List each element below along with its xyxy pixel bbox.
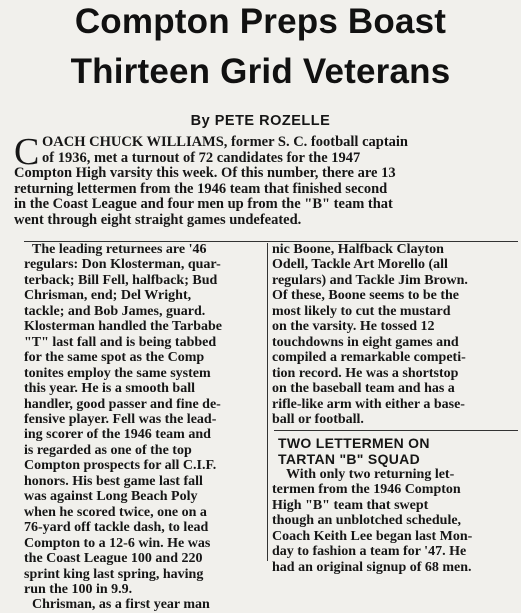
body-line: Odell, Tackle Art Morello (all — [272, 257, 448, 273]
body-line: was against Long Beach Poly — [24, 489, 198, 505]
body-line: Chrisman, as a first year man — [32, 597, 210, 613]
body-line: though an unblotched schedule, — [272, 513, 462, 529]
drop-cap: C — [14, 131, 40, 173]
body-line: Compton to a 12-6 win. He was — [24, 535, 211, 551]
body-line: High "B" team that swept — [272, 497, 429, 513]
body-line: is regarded as one of the top — [24, 442, 192, 458]
body-line: for the same spot as the Comp — [24, 350, 205, 366]
body-line: The leading returnees are '46 — [32, 242, 207, 257]
body-line: honors. His best game last fall — [24, 473, 203, 489]
subhead-line-2: TARTAN "B" SQUAD — [278, 451, 420, 467]
lede-line: OACH CHUCK WILLIAMS, former S. C. football captain — [42, 135, 408, 150]
left-column — [24, 242, 268, 613]
body-line: termen from the 1946 Compton — [272, 482, 461, 498]
body-line: ing scorer of the 1946 team and — [24, 427, 211, 443]
body-line: Of these, Boone seems to be the — [272, 288, 460, 304]
body-line: ball or football. — [272, 411, 364, 427]
body-line: nic Boone, Halfback Clayton — [272, 242, 444, 257]
lede-line: in the Coast League and four men up from the "B" team that — [14, 197, 393, 213]
body-line: regulars) and Tackle Jim Brown. — [272, 272, 468, 288]
body-line: Chrisman, end; Del Wright, — [24, 288, 192, 304]
body-line: regulars: Don Klosterman, quar- — [24, 257, 221, 273]
body-line: this year. He is a smooth ball — [24, 381, 195, 397]
headline-line-1: Compton Preps Boast — [74, 2, 447, 41]
body-line: compiled a remarkable competi- — [272, 350, 466, 366]
lede-line: of 1936, met a turnout of 72 candidates for the 1947 — [42, 150, 361, 166]
body-line: had an original signup of 68 men. — [272, 559, 472, 575]
body-line: With only two returning let- — [286, 467, 455, 482]
body-line: Compton prospects for all C.I.F. — [24, 458, 217, 474]
subhead — [278, 435, 518, 467]
body-line: on the baseball team and has a — [272, 381, 455, 397]
body-line: most likely to cut the mustard — [272, 303, 451, 319]
body-line: when he scored twice, one on a — [24, 504, 207, 520]
right-column-bottom — [272, 467, 518, 575]
body-line: the Coast League 100 and 220 — [24, 551, 203, 567]
headline-line-2: Thirteen Grid Veterans — [70, 52, 451, 91]
body-line: Coach Keith Lee began last Mon- — [272, 528, 473, 544]
byline: By PETE ROZELLE — [190, 113, 331, 129]
body-line: terback; Bill Fell, halfback; Bud — [24, 272, 218, 288]
lede-line: went through eight straight games undefeated. — [14, 212, 302, 228]
lede-line: returning lettermen from the 1946 team that finished second — [14, 181, 388, 197]
body-line: sprint king last spring, having — [24, 566, 204, 582]
body-line: fensive player. Fell was the lead- — [24, 411, 217, 427]
body-line: day to fashion a team for '47. He — [272, 544, 467, 560]
body-line: handler, good passer and fine de- — [24, 396, 221, 412]
body-line: Klosterman handled the Tarbabe — [24, 319, 222, 335]
body-line: "T" last fall and is being tabbed — [24, 334, 217, 350]
body-line: rifle-like arm with either a base- — [272, 396, 465, 412]
body-line: on the varsity. He tossed 12 — [272, 319, 435, 335]
body-line: tackle; and Bob James, guard. — [24, 303, 206, 319]
subhead-rule — [274, 430, 518, 431]
body-line: 76-yard off tackle dash, to lead — [24, 520, 209, 536]
body-line: touchdowns in eight games and — [272, 334, 459, 350]
body-line: run the 100 in 9.9. — [24, 581, 133, 597]
right-column — [272, 242, 518, 427]
subhead-line-1: TWO LETTERMEN ON — [278, 435, 430, 451]
lede-line: Compton High varsity this week. Of this number, there are 13 — [14, 166, 396, 182]
body-line: tion record. He was a shortstop — [272, 365, 459, 381]
lede-paragraph — [14, 131, 516, 229]
body-line: tonites employ the same system — [24, 365, 211, 381]
